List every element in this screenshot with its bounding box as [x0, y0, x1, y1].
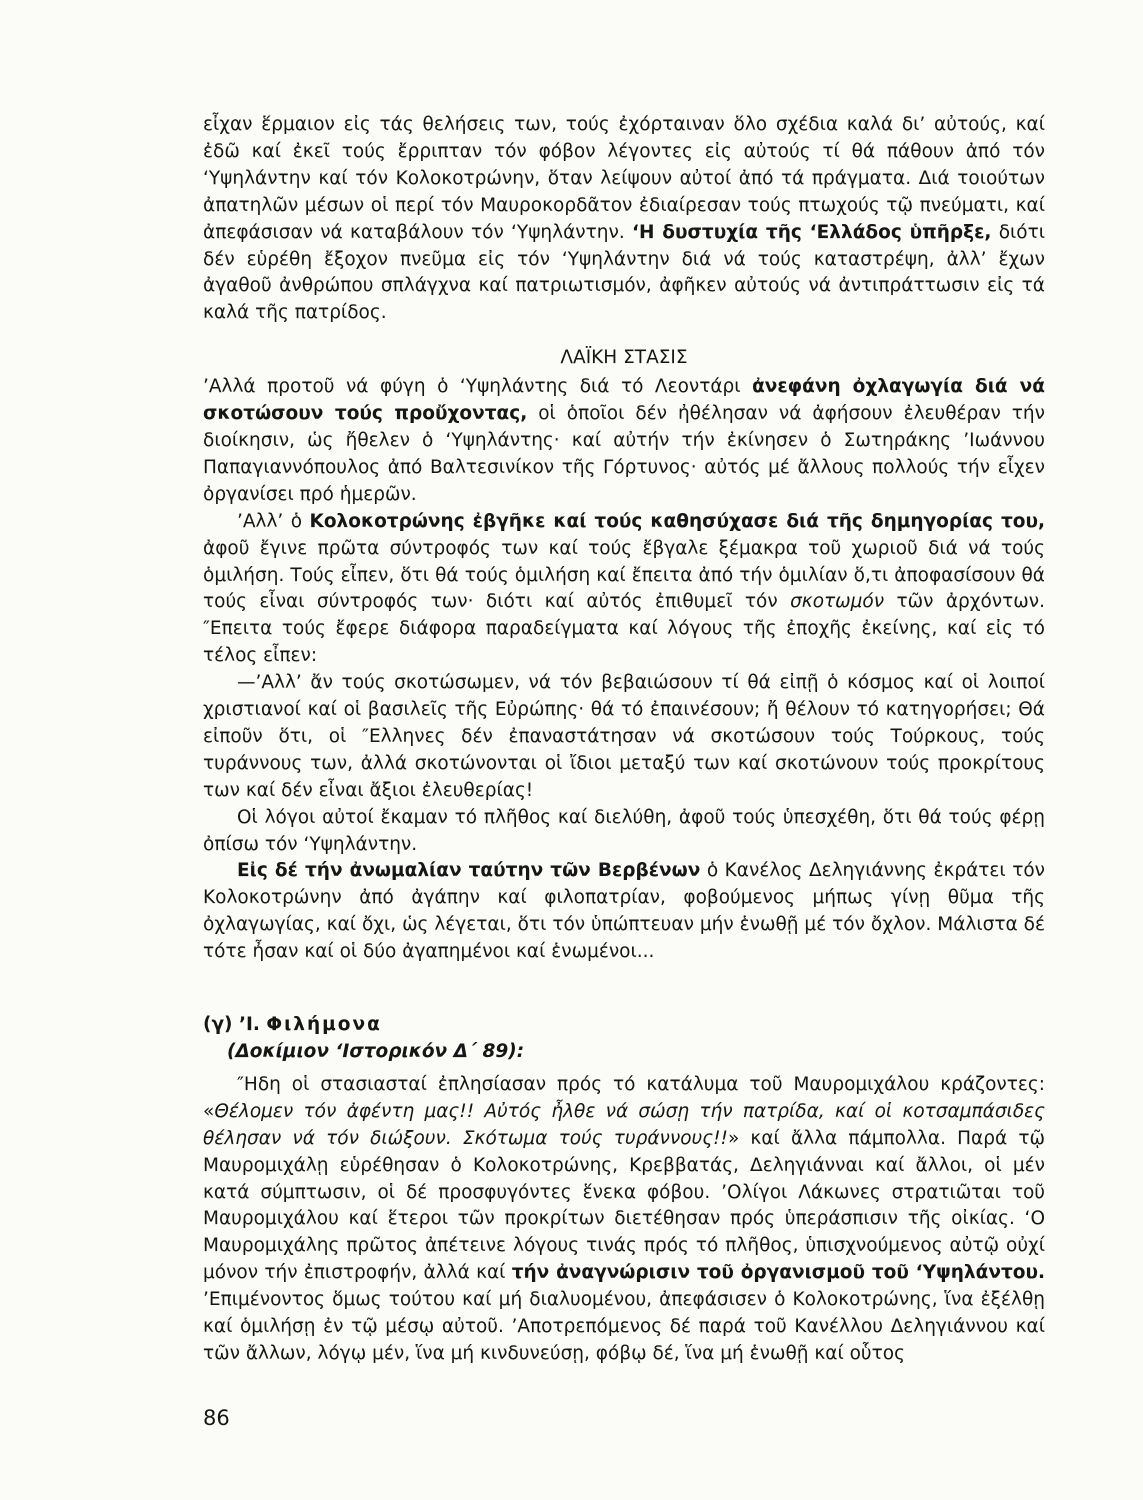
paragraph-3-text: ’Αλλ’ ὁ: [237, 510, 310, 532]
paragraph-7-italic-quote: Θέλομεν τόν ἀφέντη μας!! Αὐτός ἦλθε νά σώσῃ τήν πατρίδα, καί οἱ κοτσαμπάσιδες θέλησαν νά τόν διώξουν. Σκότωμα τούς τυράννους!!: [203, 1100, 1045, 1149]
paragraph-6-emphasis: Εἰς δέ τήν ἀνωμαλίαν ταύτην τῶν Βερβένων: [237, 860, 701, 882]
paragraph-3-text-continued: ἀφοῦ ἔγινε πρῶτα σύντροφός των καί τούς ἔβγαλε ξέμακρα τοῦ χωριοῦ διά νά τούς ὁμιλήση. Τούς εἶπεν, ὅτι θά τούς ὁμιλήση καί ἔπειτα ἀπό τήν ὁμιλίαν ὅ,τι ἀποφασίσουν θά τούς εἶναι σύντροφός των· διότι καί αὐτός ἐπιθυμεῖ τόν: [203, 537, 1045, 613]
paragraph-7-emphasis: τήν ἀναγνώρισιν τοῦ ὀργανισμοῦ τοῦ ‘Υψηλάντου.: [511, 1262, 1045, 1284]
section-author: Φιλήμονα: [266, 1014, 382, 1036]
page-number: 86: [203, 1406, 230, 1430]
paragraph-3-emphasis: Κολοκοτρώνης ἐβγῆκε καί τούς καθησύχασε διά τῆς δημηγορίας του,: [309, 510, 1045, 532]
paragraph-2: [203, 374, 1045, 509]
paragraph-4-quote: —’Αλλ’ ἄν τούς σκοτώσωμεν, νά τόν βεβαιώσουν τί θά εἰπῇ ὁ κόσμος καί οἱ λοιποί χριστιανοί καί οἱ βασιλεῖς τῆς Εὐρώπης· θά τό ἐπαινέσουν; ἤ θέλουν τό κατηγορήσει; Θά εἰποῦν ὅτι, οἱ ″Ελληνες δέν ἐπαναστάτησαν νά σκοτώσουν τούς Τούρκους, τούς τυράννους των, ἀλλά σκοτώνονται οἱ ἴδιοι μεταξύ των καί σκοτώνουν τούς προκρίτους των καί δέν εἶναι ἄξιοι ἐλευθερίας!: [203, 672, 1045, 801]
paragraph-1: [203, 112, 1045, 327]
section-heading: ΛΑΪΚΗ ΣΤΑΣΙΣ: [560, 347, 688, 369]
section-label-prefix: (γ) ’Ι.: [203, 1014, 267, 1036]
paragraph-3-italic: σκοτωμόν: [790, 591, 885, 613]
paragraph-7-text-continued: » καί ἄλλα πάμπολλα. Παρά τῷ Μαυρομιχάλῃ εὑρέθησαν ὁ Κολοκοτρώνης, Κρεββατάς, Δεληγιάνναι καί ἄλλοι, οἱ μέν κατά σύμπτωσιν, οἱ δέ προσφυγόντες ἕνεκα φόβου. ’Ολίγοι Λάκωνες στρατιῶται τοῦ Μαυρομιχάλου καί ἕτεροι τῶν προκρίτων διετέθησαν πρός ὑπεράσπισιν τῆς οἰκίας. ‘Ο Μαυρομιχάλης πρῶτος ἀπέτεινε λόγους τινάς πρός τό πλῆθος, ὑπισχνούμενος αὐτῷ οὐχί μόνον τήν ἐπιστροφήν, ἀλλά καί: [203, 1127, 1045, 1284]
paragraph-3-text-end: τῶν ἀρχόντων. ″Επειτα τούς ἔφερε διάφορα παραδείγματα καί λόγους τῆς ἐποχῆς ἐκείνης, καί εἰς τό τέλος εἶπεν:: [203, 591, 1045, 667]
body-text: [203, 112, 1045, 1368]
paragraph-7-text: ″Ηδη οἱ στασιασταί ἐπλησίασαν πρός τό κατάλυμα τοῦ Μαυρομιχάλου κράζοντες: «: [203, 1073, 1045, 1122]
paragraph-1-text-continued: διότι δέν εὑρέθη ἔξοχον πνεῦμα εἰς τόν ‘Υψηλάντην διά νά τούς καταστρέψη, ἀλλ’ ἔχων ἀγαθοῦ ἀνθρώπου σπλάγχνα καί πατριωτισμόν, ἀφῆκεν αὐτούς νά ἀντιπράττωσιν εἰς τά καλά τῆς πατρίδος.: [203, 221, 1045, 324]
paragraph-5: Οἱ λόγοι αὐτοί ἔκαμαν τό πλῆθος καί διελύθη, ἀφοῦ τούς ὑπεσχέθη, ὅτι θά τούς φέρῃ ὀπίσω τόν ‘Υψηλάντην.: [203, 806, 1045, 855]
paragraph-7: [203, 1072, 1045, 1368]
paragraph-7-text-end: ’Επιμένοντος ὅμως τούτου καί μή διαλυομένου, ἀπεφάσισεν ὁ Κολοκοτρώνης, ἵνα ἐξέλθῃ καί ὁμιλήσῃ ἐν τῷ μέσῳ αὐτοῦ. ’Αποτρεπόμενος δέ παρά τοῦ Κανέλλου Δεληγιάννου καί τῶν ἄλλων, λόγῳ μέν, ἵνα μή κινδυνεύσῃ, φόβῳ δέ, ἵνα μή ἑνωθῇ καί οὗτος: [203, 1289, 1045, 1364]
paragraph-1-text: εἶχαν ἕρμαιον εἰς τάς θελήσεις των, τούς ἐχόρταιναν ὅλο σχέδια καλά δι’ αὐτούς, καί ἐδῶ καί ἐκεῖ τούς ἔρριπταν τόν φόβον λέγοντες εἰς αὐτούς τί θά πάθουν ἀπό τόν ‘Υψηλάντην καί τόν Κολοκοτρώνην, ὅταν λείψουν αὐτοί ἀπό τά πράγματα. Διά τοιούτων ἀπατηλῶν μέσων οἱ περί τόν Μαυροκορδᾶτον ἐδιαίρεσαν τούς πτωχούς τῷ πνεύματι, καί ἀπεφάσισαν νά καταβάλουν τόν ‘Υψηλάντην.: [203, 114, 1045, 243]
paragraph-2-text-continued: οἱ ὁποῖοι δέν ἠθέλησαν νά ἀφήσουν ἐλευθέραν τήν διοίκησιν, ὡς ἤθελεν ὁ ‘Υψηλάντης· καί αὐτήν τήν ἐκίνησεν ὁ Σωτηράκης ’Ιωάννου Παπαγιαννόπουλος ἀπό Βαλτεσινίκον τῆς Γόρτυνος· αὐτός μέ ἄλλους πολλούς τήν εἶχεν ὀργανίσει πρό ἡμερῶν.: [203, 403, 1045, 505]
section-label: [203, 1012, 1045, 1039]
paragraph-3: [203, 509, 1045, 670]
paragraph-2-emphasis: ἀνεφάνη ὀχλαγωγία διά νά σκοτώσουν τούς προὔχοντας,: [203, 376, 1045, 425]
paragraph-6: [203, 858, 1045, 966]
section-source: (Δοκίμιον ‘Ιστορικόν Δ΄ 89):: [227, 1041, 525, 1062]
paragraph-6-text: ὁ Κανέλος Δεληγιάννης ἐκράτει τόν Κολοκοτρώνην ἀπό ἀγάπην καί φιλοπατρίαν, φοβούμενος μήπως γίνῃ θῦμα τῆς ὀχλαγωγίας, καί ὄχι, ὡς λέγεται, ὅτι τόν ὑπώπτευαν μήν ἑνωθῇ μέ τόν ὄχλον. Μάλιστα δέ τότε ἦσαν καί οἱ δύο ἀγαπημένοι καί ἑνωμένοι...: [203, 860, 1045, 963]
paragraph-2-text: ’Αλλά προτοῦ νά φύγη ὁ ‘Υψηλάντης διά τό Λεοντάρι: [203, 376, 753, 398]
paragraph-1-emphasis: ‘Η δυστυχία τῆς ‘Ελλάδος ὑπῆρξε,: [631, 221, 992, 243]
